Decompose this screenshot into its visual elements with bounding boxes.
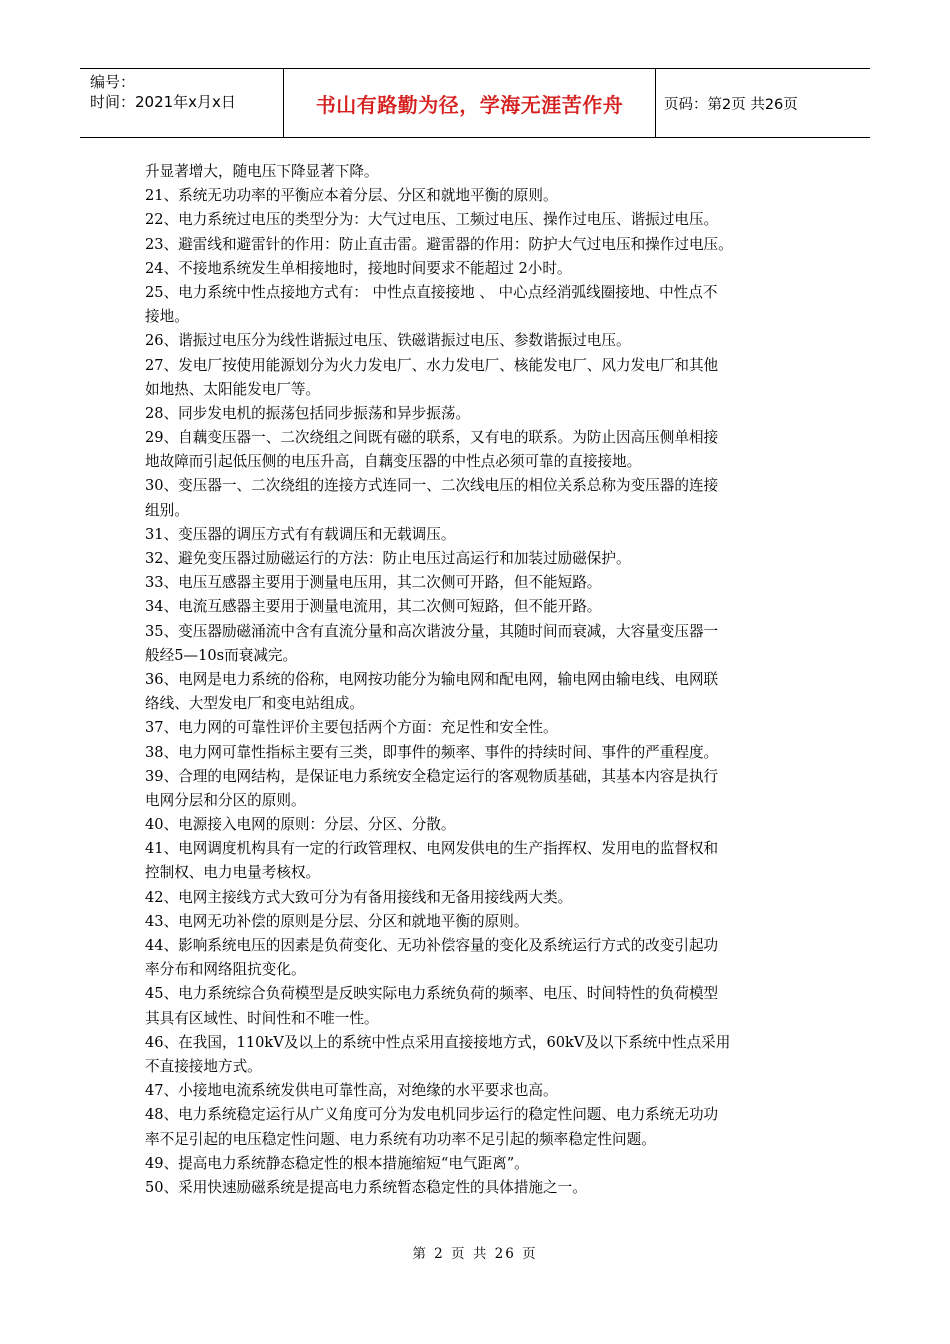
text-line: 31、变压器的调压方式有有载调压和无载调压。 <box>145 525 456 543</box>
text-line: 24、不接地系统发生单相接地时，接地时间要求不能超过 2小时。 <box>145 259 572 277</box>
text-line: 39、合理的电网结构，是保证电力系统安全稳定运行的客观物质基础，其基本内容是执行 <box>145 767 719 785</box>
text-line: 控制权、电力电量考核权。 <box>145 864 321 882</box>
text-line: 络线、大型发电厂和变电站组成。 <box>145 695 364 713</box>
text-line: 27、发电厂按使用能源划分为火力发电厂、水力发电厂、核能发电厂、风力发电厂和其他 <box>145 356 719 374</box>
text-line: 47、小接地电流系统发供电可靠性高，对绝缘的水平要求也高。 <box>145 1082 558 1100</box>
text-line: 50、采用快速励磁系统是提高电力系统暂态稳定性的具体措施之一。 <box>145 1178 587 1196</box>
text-line: 般经5—10s而衰减完。 <box>145 646 298 664</box>
text-line: 34、电流互感器主要用于测量电流用，其二次侧可短路，但不能开路。 <box>145 598 602 616</box>
header-page-cell <box>656 69 870 137</box>
text-line: 36、电网是电力系统的俗称，电网按功能分为输电网和配电网，输电网由输电线、电网联 <box>145 670 719 688</box>
text-line: 38、电力网可靠性指标主要有三类，即事件的频率、事件的持续时间、事件的严重程度。 <box>145 743 719 761</box>
text-line: 接地。 <box>145 308 189 326</box>
page-footer: 第 2 页 共 26 页 <box>412 1246 538 1262</box>
header-meta <box>80 69 284 137</box>
text-line: 电网分层和分区的原则。 <box>145 791 306 809</box>
document-body <box>145 160 813 1200</box>
page-header <box>80 68 870 138</box>
text-line: 不直接接地方式。 <box>145 1057 262 1075</box>
text-line: 率分布和网络阻抗变化。 <box>145 961 306 979</box>
text-line: 30、变压器一、二次绕组的连接方式连同一、二次线电压的相位关系总称为变压器的连接 <box>145 477 719 495</box>
text-line: 26、谐振过电压分为线性谐振过电压、铁磁谐振过电压、参数谐振过电压。 <box>145 332 631 350</box>
text-line: 21、系统无功功率的平衡应本着分层、分区和就地平衡的原则。 <box>145 187 558 205</box>
text-line: 40、电源接入电网的原则：分层、分区、分散。 <box>145 816 456 834</box>
text-line: 组别。 <box>145 501 189 519</box>
text-line: 35、变压器励磁涌流中含有直流分量和高次谐波分量，其随时间而衰减，大容量变压器一 <box>145 622 719 640</box>
text-line: 25、电力系统中性点接地方式有： 中性点直接接地 、 中心点经消弧线圈接地、中性点不 <box>145 283 718 301</box>
text-line: 37、电力网的可靠性评价主要包括两个方面：充足性和安全性。 <box>145 719 558 737</box>
text-line: 44、影响系统电压的因素是负荷变化、无功补偿容量的变化及系统运行方式的改变引起功 <box>145 937 719 954</box>
text-line: 22、电力系统过电压的类型分为：大气过电压、工频过电压、操作过电压、谐振过电压。 <box>145 211 719 229</box>
text-line: 45、电力系统综合负荷模型是反映实际电力系统负荷的频率、电压、时间特性的负荷模型 <box>145 985 719 1003</box>
text-line: 29、自藕变压器一、二次绕组之间既有磁的联系，又有电的联系。为防止因高压侧单相接 <box>145 429 719 447</box>
header-slogan: 书山有路勤为径，学海无涯苦作舟 <box>315 92 624 117</box>
text-line: 如地热、太阳能发电厂等。 <box>145 380 321 398</box>
header-page-number: 页码：第2页 共26页 <box>664 96 798 113</box>
header-slogan-cell <box>284 69 656 137</box>
text-line: 率不足引起的电压稳定性问题、电力系统有功功率不足引起的频率稳定性问题。 <box>145 1130 656 1148</box>
text-line: 23、避雷线和避雷针的作用：防止直击雷。避雷器的作用：防护大气过电压和操作过电压。 <box>145 235 733 253</box>
text-line: 48、电力系统稳定运行从广义角度可分为发电机同步运行的稳定性问题、电力系统无功功 <box>145 1106 719 1124</box>
text-line: 28、同步发电机的振荡包括同步振荡和异步振荡。 <box>145 404 471 422</box>
text-line: 33、电压互感器主要用于测量电压用，其二次侧可开路，但不能短路。 <box>145 574 602 592</box>
text-line: 其具有区域性、时间性和不唯一性。 <box>145 1009 379 1027</box>
text-line: 41、电网调度机构具有一定的行政管理权、电网发供电的生产指挥权、发用电的监督权和 <box>145 840 719 858</box>
text-line: 42、电网主接线方式大致可分为有备用接线和无备用接线两大类。 <box>145 888 573 906</box>
text-line: 32、避免变压器过励磁运行的方法：防止电压过高运行和加装过励磁保护。 <box>145 550 631 567</box>
text-line: 49、提高电力系统静态稳定性的根本措施缩短“电气距离”。 <box>145 1154 529 1172</box>
text-line: 地故障而引起低压侧的电压升高，自藕变压器的中性点必须可靠的直接接地。 <box>145 453 642 471</box>
text-line: 升显著增大，随电压下降显著下降。 <box>145 163 379 180</box>
document-number-label: 编号： <box>90 73 136 91</box>
document-time-label: 时间：2021年x月x日 <box>90 93 236 111</box>
text-line: 46、在我国，110kV及以上的系统中性点采用直接接地方式，60kV及以下系统中性点采用 <box>145 1033 731 1051</box>
text-line: 43、电网无功补偿的原则是分层、分区和就地平衡的原则。 <box>145 912 529 930</box>
